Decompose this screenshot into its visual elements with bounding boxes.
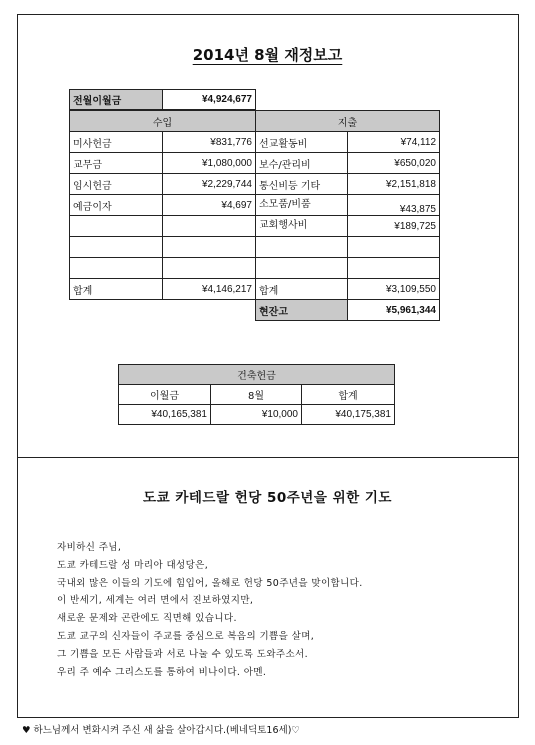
prayer-line: 새로운 문제와 곤란에도 직면해 있습니다. xyxy=(57,613,237,625)
income-total-label: 합계 xyxy=(70,279,163,300)
table-row xyxy=(70,258,440,279)
table-row xyxy=(70,132,440,153)
income-amount: ¥831,776 xyxy=(163,132,256,153)
footer-quote: ♥ 하느님께서 변화시켜 주신 새 삶을 살아갑시다.(베네딕토16세)♡ xyxy=(22,725,300,736)
previous-balance-amount: ¥4,924,677 xyxy=(163,90,256,110)
table-row xyxy=(70,174,440,195)
prayer-line: 도쿄 교구의 신자들이 주교를 중심으로 복음의 기쁨을 살며, xyxy=(57,630,315,642)
income-amount: ¥4,697 xyxy=(163,195,256,216)
building-fund-header: 8월 xyxy=(211,385,302,405)
previous-balance-label: 전월이월금 xyxy=(70,90,163,110)
expense-amount: ¥189,725 xyxy=(348,216,440,237)
building-fund-table xyxy=(118,364,395,425)
expense-label xyxy=(256,237,348,258)
previous-balance-table xyxy=(69,89,256,110)
expense-amount: ¥2,151,818 xyxy=(348,174,440,195)
income-amount xyxy=(163,216,256,237)
income-label: 미사헌금 xyxy=(70,132,163,153)
income-amount xyxy=(163,258,256,279)
empty-cell xyxy=(163,300,256,321)
expense-amount xyxy=(348,258,440,279)
prayer-line: 자비하신 주님, xyxy=(57,542,122,553)
income-amount xyxy=(163,237,256,258)
prayer-line: 이 반세기, 세계는 여러 면에서 진보하였지만, xyxy=(57,595,254,607)
prayer-line: 우리 주 예수 그리스도를 통하여 비나이다. 아멘. xyxy=(57,666,267,678)
balance-amount: ¥5,961,344 xyxy=(348,300,440,321)
building-fund-title: 건축헌금 xyxy=(119,365,395,385)
income-label xyxy=(70,216,163,237)
expense-label: 교회행사비 xyxy=(256,216,348,237)
section-divider xyxy=(17,457,519,458)
totals-row xyxy=(70,279,440,300)
building-fund-header: 이월금 xyxy=(119,385,211,405)
prayer-line: 도쿄 카테드랄 성 마리아 대성당은, xyxy=(57,559,209,571)
expense-amount: ¥650,020 xyxy=(348,153,440,174)
page-title-text: 2014년 8월 재정보고 xyxy=(192,46,343,64)
income-amount: ¥2,229,744 xyxy=(163,174,256,195)
expense-label xyxy=(256,258,348,279)
income-label: 예금이자 xyxy=(70,195,163,216)
income-amount: ¥1,080,000 xyxy=(163,153,256,174)
expense-total-amount: ¥3,109,550 xyxy=(348,279,440,300)
finance-table xyxy=(69,110,440,321)
prayer-text xyxy=(57,539,363,681)
expense-label: 통신비등 기타 xyxy=(256,174,348,195)
expense-amount: ¥74,112 xyxy=(348,132,440,153)
table-row xyxy=(70,153,440,174)
table-row xyxy=(70,237,440,258)
expense-total-label: 합계 xyxy=(256,279,348,300)
income-label: 임시헌금 xyxy=(70,174,163,195)
income-label: 교무금 xyxy=(70,153,163,174)
expense-amount: ¥43,875 xyxy=(348,195,440,216)
income-label xyxy=(70,258,163,279)
building-fund-header: 합계 xyxy=(302,385,395,405)
expense-label: 소모품/비품 xyxy=(256,195,348,216)
balance-row xyxy=(70,300,440,321)
prayer-title: 도쿄 카테드랄 헌당 50주년을 위한 기도 xyxy=(143,490,392,506)
table-row xyxy=(70,195,440,216)
income-header: 수입 xyxy=(70,111,256,132)
income-total-amount: ¥4,146,217 xyxy=(163,279,256,300)
prayer-line: 국내외 많은 이들의 기도에 힘입어, 올해로 헌당 50주년을 맞이합니다. xyxy=(57,577,363,589)
prayer-line: 그 기쁨을 모든 사람들과 서로 나눌 수 있도록 도와주소서. xyxy=(57,648,309,660)
building-fund-value: ¥10,000 xyxy=(211,405,302,425)
balance-label: 현잔고 xyxy=(256,300,348,321)
page-title xyxy=(0,44,535,65)
building-fund-value: ¥40,175,381 xyxy=(302,405,395,425)
expense-amount xyxy=(348,237,440,258)
income-label xyxy=(70,237,163,258)
empty-cell xyxy=(70,300,163,321)
building-fund-value: ¥40,165,381 xyxy=(119,405,211,425)
table-row xyxy=(70,216,440,237)
expense-label: 선교활동비 xyxy=(256,132,348,153)
expense-label: 보수/관리비 xyxy=(256,153,348,174)
expense-header: 지출 xyxy=(256,111,440,132)
